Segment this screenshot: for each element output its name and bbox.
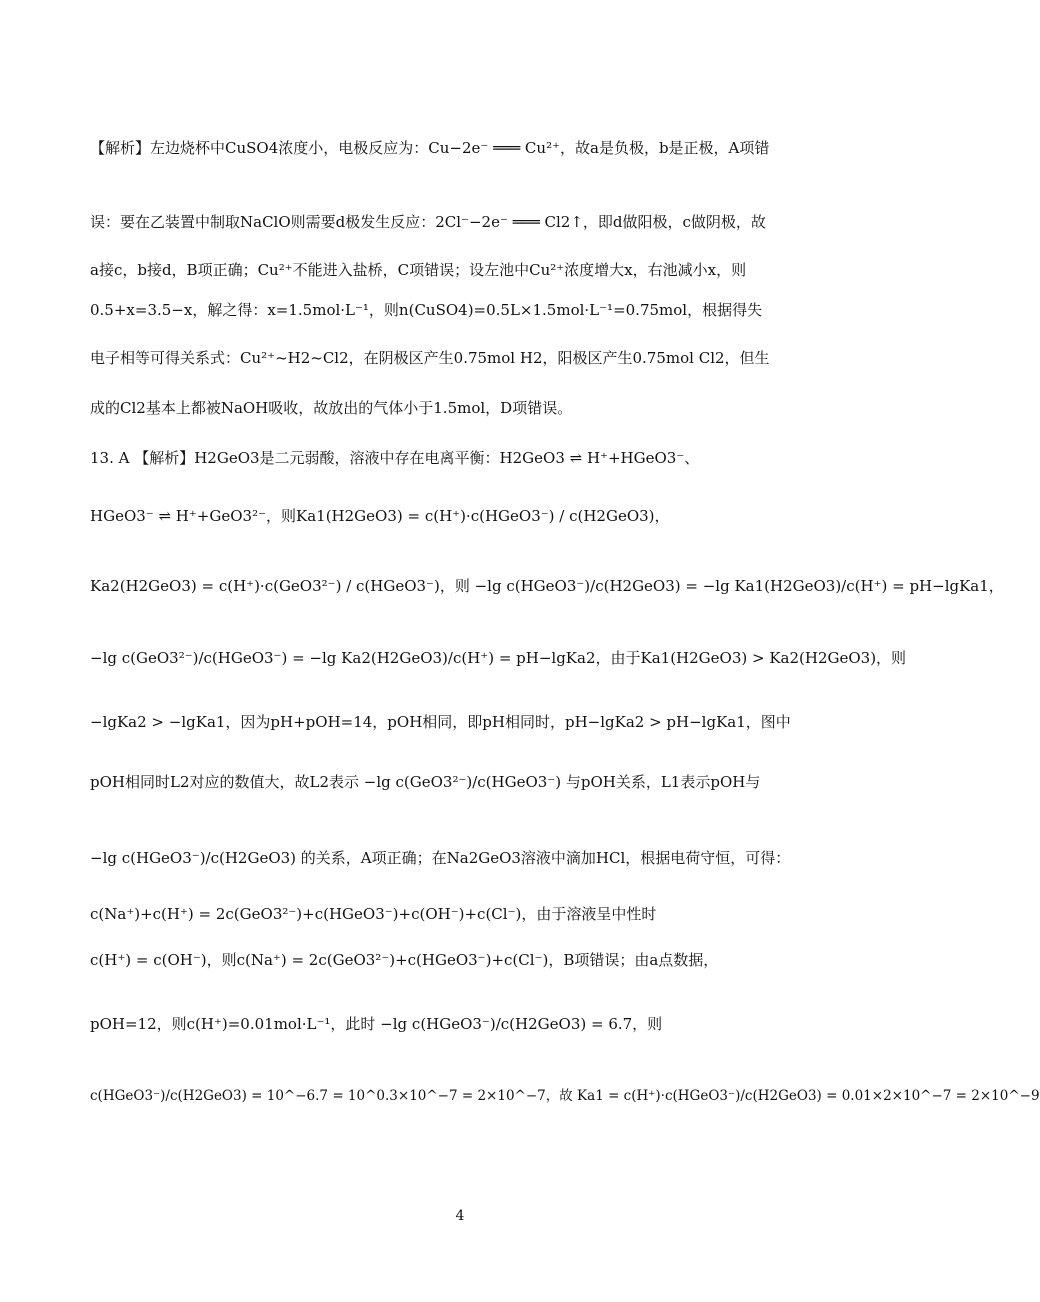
text-line: −lg c(GeO3²⁻)/c(HGeO3⁻) = −lg Ka2(H2GeO3)/c(H⁺) = pH−lgKa2，由于Ka1(H2GeO3) > Ka2(H2GeO3)，则 [90, 649, 907, 667]
text-line: 电子相等可得关系式：Cu²⁺~H2~Cl2，在阴极区产生0.75mol H2，阳极区产生0.75mol Cl2，但生 [90, 349, 770, 367]
text-line: 0.5+x=3.5−x，解之得：x=1.5mol·L⁻¹，则n(CuSO4)=0.5L×1.5mol·L⁻¹=0.75mol，根据得失 [90, 301, 763, 319]
text-line: c(H⁺) = c(OH⁻)，则c(Na⁺) = 2c(GeO3²⁻)+c(HGeO3⁻)+c(Cl⁻)，B项错误；由a点数据， [90, 951, 719, 969]
text-line: 误：要在乙装置中制取NaClO则需要d极发生反应：2Cl⁻−2e⁻ ═══ Cl2↑，即d做阳极，c做阴极，故 [90, 213, 766, 231]
text-line: pOH=12，则c(H⁺)=0.01mol·L⁻¹，此时 −lg c(HGeO3⁻)/c(H2GeO3) = 6.7，则 [90, 1015, 663, 1033]
text-line: HGeO3⁻ ⇌ H⁺+GeO3²⁻，则Ka1(H2GeO3) = c(H⁺)·c(HGeO3⁻) / c(H2GeO3)， [90, 507, 670, 525]
text-line: pOH相同时L2对应的数值大，故L2表示 −lg c(GeO3²⁻)/c(HGeO3⁻) 与pOH关系，L1表示pOH与 [90, 773, 761, 791]
text-line: c(Na⁺)+c(H⁺) = 2c(GeO3²⁻)+c(HGeO3⁻)+c(OH⁻)+c(Cl⁻)，由于溶液呈中性时 [90, 905, 657, 923]
text-line: −lg c(HGeO3⁻)/c(H2GeO3) 的关系，A项正确；在Na2GeO3溶液中滴加HCl，根据电荷守恒，可得： [90, 849, 791, 867]
text-line: c(HGeO3⁻)/c(H2GeO3) = 10^−6.7 = 10^0.3×10^−7 = 2×10^−7，故 Ka1 = c(H⁺)·c(HGeO3⁻)/c(H2GeO3) = 0.01×2×10^−7 = 2×10^−9 [90, 1088, 1040, 1104]
text-line: a接c，b接d，B项正确；Cu²⁺不能进入盐桥，C项错误；设左池中Cu²⁺浓度增大x，右池减小x，则 [90, 261, 747, 279]
text-line: 成的Cl2基本上都被NaOH吸收，故放出的气体小于1.5mol，D项错误。 [90, 399, 573, 417]
text-line: Ka2(H2GeO3) = c(H⁺)·c(GeO3²⁻) / c(HGeO3⁻)，则 −lg c(HGeO3⁻)/c(H2GeO3) = −lg Ka1(H2GeO3)/c(H⁺) = pH−lgKa1， [90, 577, 1004, 595]
page-number: 4 [455, 1208, 465, 1224]
text-line: −lgKa2 > −lgKa1，因为pH+pOH=14，pOH相同，即pH相同时，pH−lgKa2 > pH−lgKa1，图中 [90, 713, 791, 731]
text-line: 13. A 【解析】H2GeO3是二元弱酸，溶液中存在电离平衡：H2GeO3 ⇌ H⁺+HGeO3⁻、 [90, 449, 700, 467]
text-line: 【解析】左边烧杯中CuSO4浓度小，电极反应为：Cu−2e⁻ ═══ Cu²⁺，故a是负极，b是正极，A项错 [90, 139, 770, 157]
